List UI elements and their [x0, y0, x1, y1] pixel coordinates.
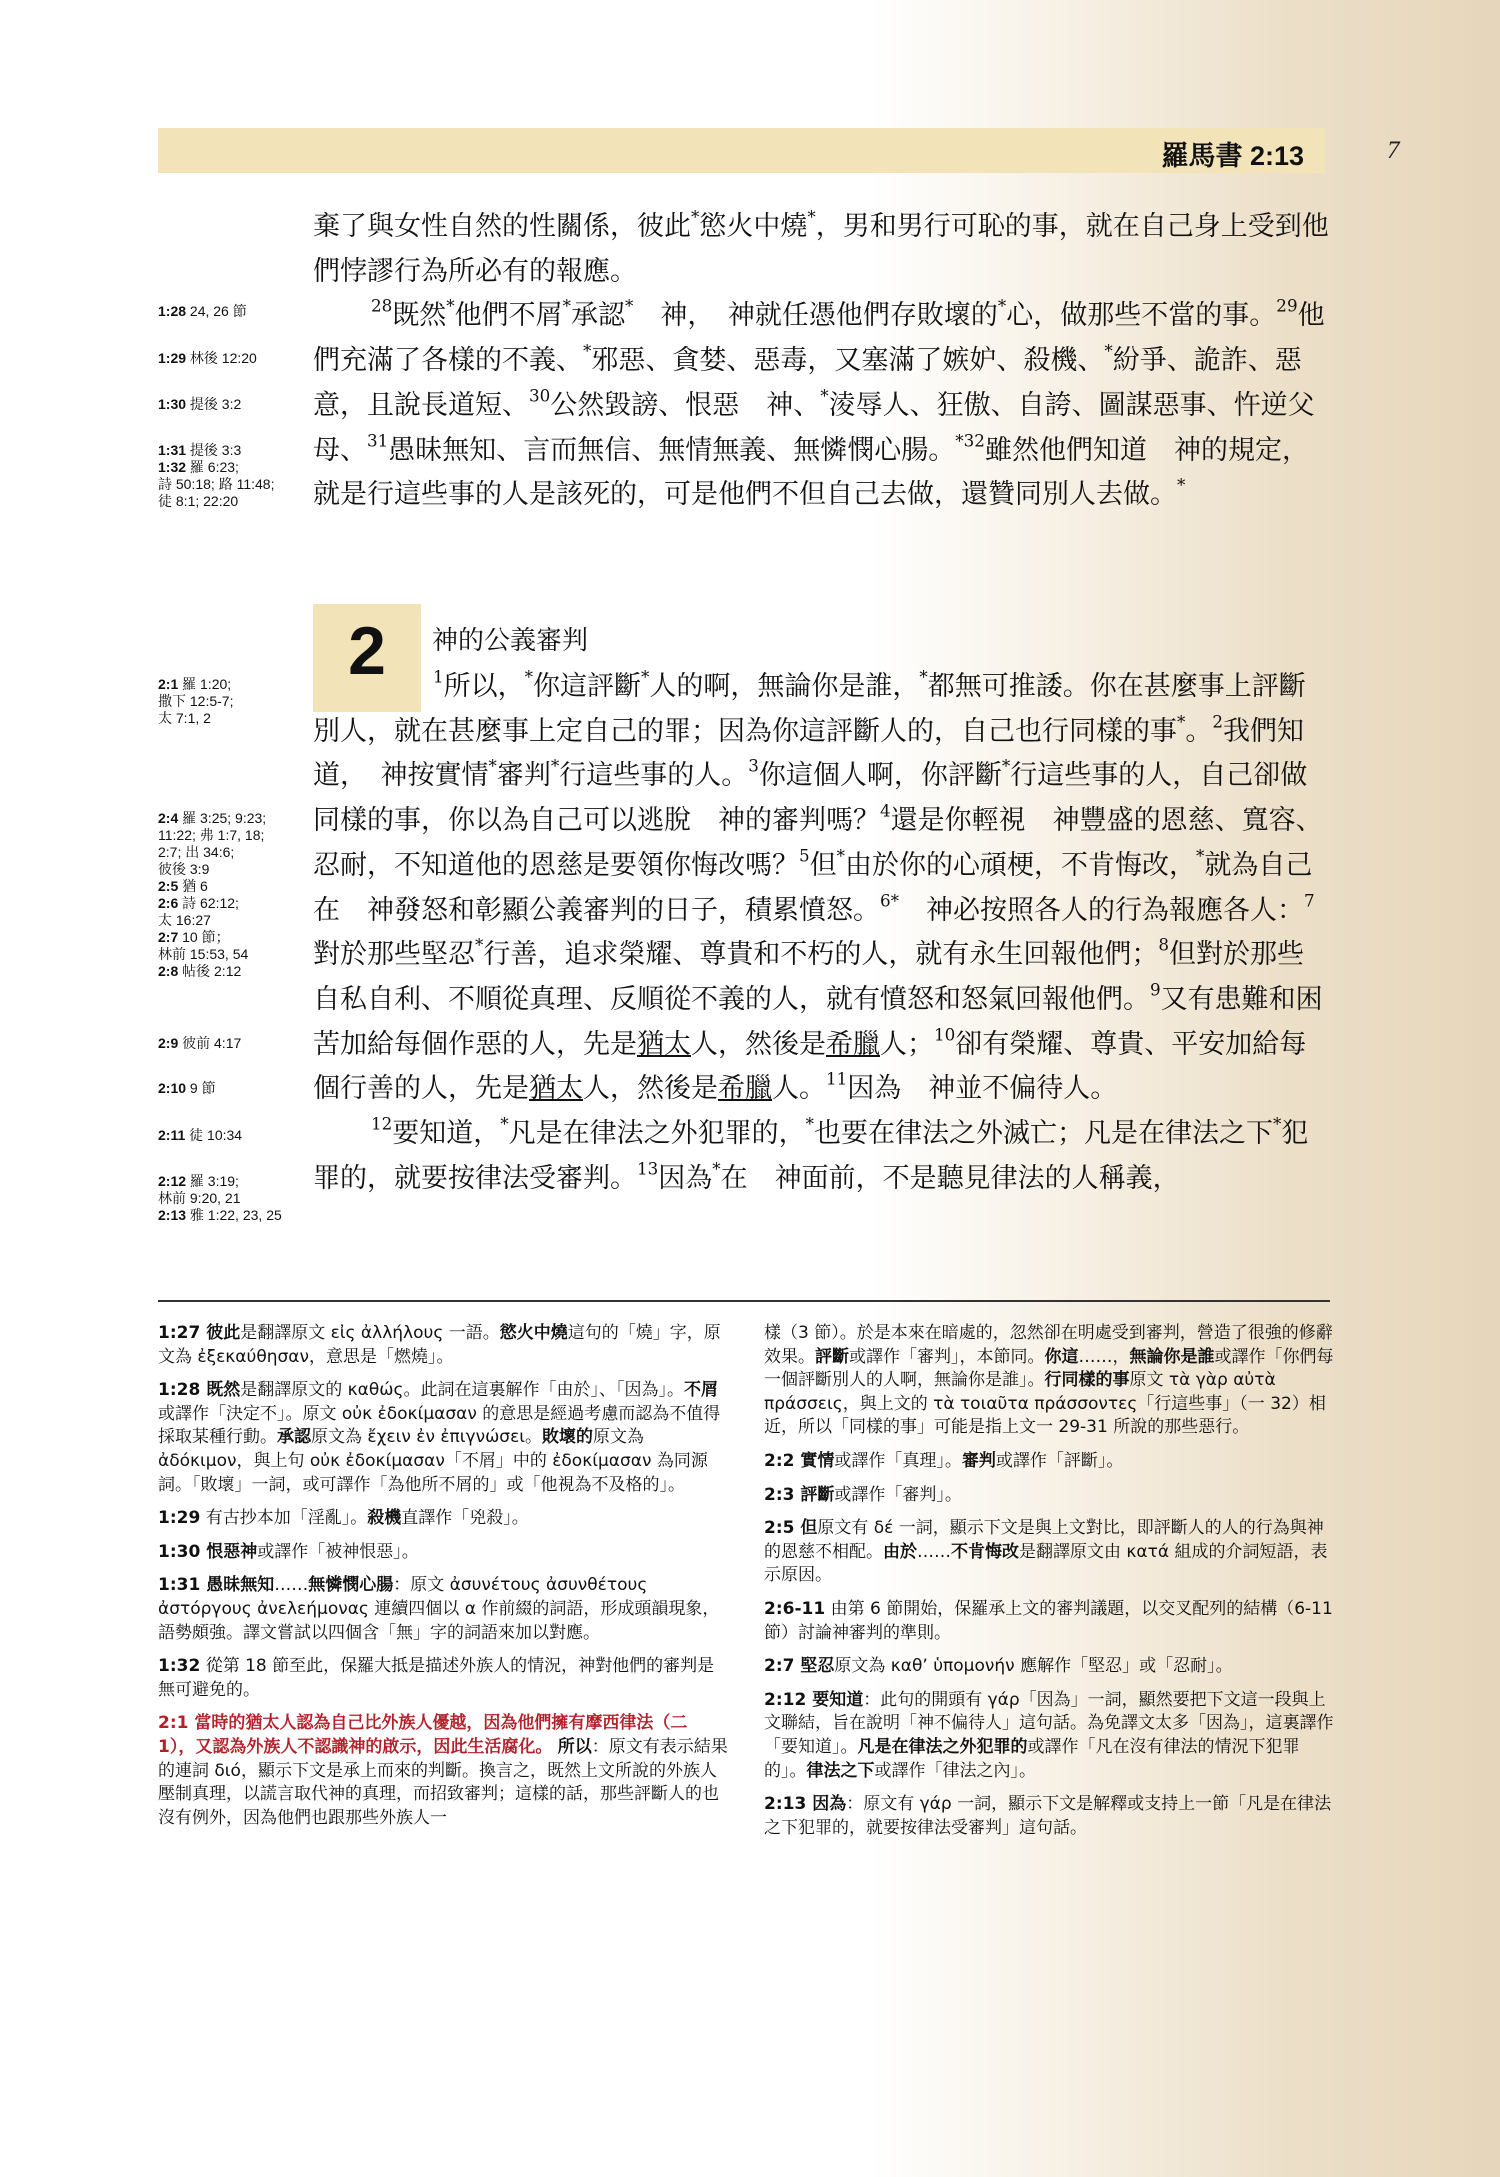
- study-note: 樣（3 節）。於是本來在暗處的，忽然卻在明處受到審判，營造了很強的修辭效果。評斷或譯作「審判」，本節同。你這……，無論你是誰或譯作「你們每一個評斷別人的人啊，無論你是誰」。行同樣的事原文 τὰ γὰρ αὐτὰ πράσσεις，與上文的 τὰ τοιαῦτα πράσσοντες「行這些事」（一 32）相近，所以「同樣的事」可能是指上文一 29-31 所說的那些惡行。: [764, 1323, 1334, 1438]
- cross-ref-item: 2:9 彼前 4:17: [158, 1035, 242, 1051]
- study-note: 2:1 當時的猶太人認為自己比外族人優越，因為他們擁有摩西律法（二 1），又認為外族人不認識神的啟示，因此生活腐化。 所以：原文有表示結果的連詞 διό，顯示下文是承上而來的判斷。換言之，既然上文所說的外族人壓制真理，以謊言取代神的真理，而招致審判；這樣的話，那些評斷人的也沒有例外，因為他們也跟那些外族人一: [158, 1713, 728, 1828]
- verses-chapter-2: [313, 665, 1331, 1201]
- cross-ref-item: 1:29 林後 12:20: [158, 350, 257, 366]
- study-note: 1:29 有古抄本加「淫亂」。殺機直譯作「兇殺」。: [158, 1508, 529, 1529]
- page-number: 7: [1387, 137, 1400, 164]
- cross-ref-item: 1:31 提後 3:3 1:32 羅 6:23; 詩 50:18; 路 11:48; 徒 8:1; 22:20: [158, 442, 275, 509]
- cross-ref-item: 2:12 羅 3:19; 林前 9:20, 21 2:13 雅 1:22, 23, 25: [158, 1173, 282, 1223]
- chapter-number: 2: [348, 613, 386, 689]
- cross-ref-item: 1:28 24, 26 節: [158, 303, 247, 319]
- study-note: 2:12 要知道：此句的開頭有 γάρ「因為」一詞，顯然要把下文這一段與上文聯結，旨在說明「神不偏待人」這句話。為免譯文太多「因為」，這裏譯作「要知道」。凡是在律法之外犯罪的或譯作「凡在沒有律法的情況下犯罪的」。律法之下或譯作「律法之內」。: [764, 1689, 1334, 1781]
- study-note: 2:3 評斷或譯作「審判」。: [764, 1484, 962, 1505]
- cross-ref-item: 2:11 徒 10:34: [158, 1127, 243, 1143]
- verses-2-1-11: $^1$所以，*你這評斷*人的啊，無論你是誰，*都無可推諉。你在甚麼事上評斷別人，就在甚麼事上定自己的罪；因為你這評斷人的，自己也行同樣的事*。$^2$我們知道， 神按實情*審判*行這些事的人。$^3$你這個人啊，你評斷*行這些事的人，自己卻做同樣的事，你以為自己可以逃脫 神的審判嗎？$^4$還是你輕視 神豐盛的恩慈、寬容、忍耐，不知道他的恩慈是要領你悔改嗎？$^5$但*由於你的心頑梗，不肯悔改，*就為自己在 神發怒和彰顯公義審判的日子，積累憤怒。$^{6*}$ 神必按照各人的行為報應各人：$^7$對於那些堅忍*行善，追求榮耀、尊貴和不朽的人，就有永生回報他們；$^8$但對於那些自私自利、不順從真理、反順從不義的人，就有憤怒和怒氣回報他們。$^9$又有患難和困苦加給每個作惡的人，先是猶太人，然後是希臘人；$^{10}$卻有榮耀、尊貴、平安加給每個行善的人，先是猶太人，然後是希臘人。$^{11}$因為 神並不偏待人。: [313, 666, 1323, 1105]
- study-note: 1:30 恨惡神或譯作「被神恨惡」。: [158, 1541, 419, 1562]
- running-header: 羅馬書 2:13: [1161, 141, 1304, 171]
- cross-ref-item: 2:10 9 節: [158, 1080, 216, 1096]
- verses-1-28-32: $^{28}$既然*他們不屑*承認* 神， 神就任憑他們存敗壞的*心，做那些不當的事。$^{29}$他們充滿了各樣的不義、*邪惡、貪婪、惡毒，又塞滿了嫉妒、殺機、*紛爭、詭詐、惡意，且說長道短、$^{30}$公然毀謗、恨惡 神、*淩辱人、狂傲、自誇、圖謀惡事、忤逆父母、$^{31}$愚昧無知、言而無信、無情無義、無憐憫心腸。$^{*32}$雖然他們知道 神的規定，就是行這些事的人是該死的，可是他們不但自己去做，還贊同別人去做。*: [313, 295, 1325, 511]
- verse-1-27-continued: 棄了與女性自然的性關係，彼此*慾火中燒*，男和男行可恥的事，就在自己身上受到他們悖謬行為所必有的報應。: [313, 206, 1329, 287]
- verses-2-12-13: $^{12}$要知道，*凡是在律法之外犯罪的，*也要在律法之外滅亡；凡是在律法之下*犯罪的，就要按律法受審判。$^{13}$因為*在 神面前，不是聽見律法的人稱義，: [313, 1113, 1309, 1194]
- study-notes-left: [158, 1322, 728, 1840]
- study-note: 2:7 堅忍原文為 καθʼ ὑπομονήν 應解作「堅忍」或「忍耐」。: [764, 1656, 1233, 1677]
- header-band: [158, 128, 1325, 173]
- study-note: 2:6-11 由第 6 節開始，保羅承上文的審判議題，以交叉配列的結構（6-11 節）討論神審判的準則。: [764, 1598, 1333, 1643]
- verses-chapter-1: [313, 205, 1331, 518]
- study-note: 1:27 彼此是翻譯原文 εἰς ἀλλήλους 一語。慾火中燒這句的「燒」字，原文為 ἐξεκαύθησαν，意思是「燃燒」。: [158, 1323, 721, 1367]
- cross-ref-item: 2:4 羅 3:25; 9:23; 11:22; 弗 1:7, 18; 2:7; 出 34:6; 彼後 3:9 2:5 猶 6 2:6 詩 62:12; 太 16:27 2:7 10 節； 林前 15:53, 54 2:8 帖後 2:12: [158, 810, 267, 979]
- study-note: 2:2 實情或譯作「真理」。審判或譯作「評斷」。: [764, 1450, 1124, 1471]
- cross-ref-item: 2:1 羅 1:20; 撒下 12:5-7; 太 7:1, 2: [158, 676, 234, 726]
- study-note: 1:28 既然是翻譯原文的 καθώς。此詞在這裏解作「由於」、「因為」。不屑或譯作「決定不」。原文 οὐκ ἐδοκίμασαν 的意思是經過考慮而認為不值得採取某種行動。承認原文為 ἔχειν ἐν ἐπιγνώσει。敗壞的原文為 ἀδόκιμον，與上句 οὐκ ἐδοκίμασαν「不屑」中的 ἐδοκίμασαν 為同源詞。「敗壞」一詞，或可譯作「為他所不屑的」或「他視為不及格的」。: [158, 1380, 721, 1495]
- study-note: 2:5 但原文有 δέ 一詞，顯示下文是與上文對比，即評斷人的人的行為與神的恩慈不相配。由於……不肯悔改是翻譯原文由 κατά 組成的介詞短語，表示原因。: [764, 1518, 1328, 1586]
- section-heading: 神的公義審判: [432, 626, 589, 656]
- footnote-divider: [158, 1300, 1330, 1302]
- study-note: 1:31 愚昧無知……無憐憫心腸：原文 ἀσυνέτους ἀσυνθέτους ἀστόργους ἀνελεήμονας 連續四個以 α 作前綴的詞語，形成頭韻現象，語勢頗強。譯文嘗試以四個含「無」字的詞語來加以對應。: [158, 1575, 720, 1643]
- study-note: 2:13 因為：原文有 γάρ 一詞，顯示下文是解釋或支持上一節「凡是在律法之下犯罪的，就要按律法受審判」這句話。: [764, 1794, 1332, 1838]
- study-note: 1:32 從第 18 節至此，保羅大抵是描述外族人的情況，神對他們的審判是無可避免的。: [158, 1656, 715, 1700]
- cross-ref-item: 1:30 提後 3:2: [158, 396, 242, 412]
- study-notes-right: [764, 1322, 1334, 1850]
